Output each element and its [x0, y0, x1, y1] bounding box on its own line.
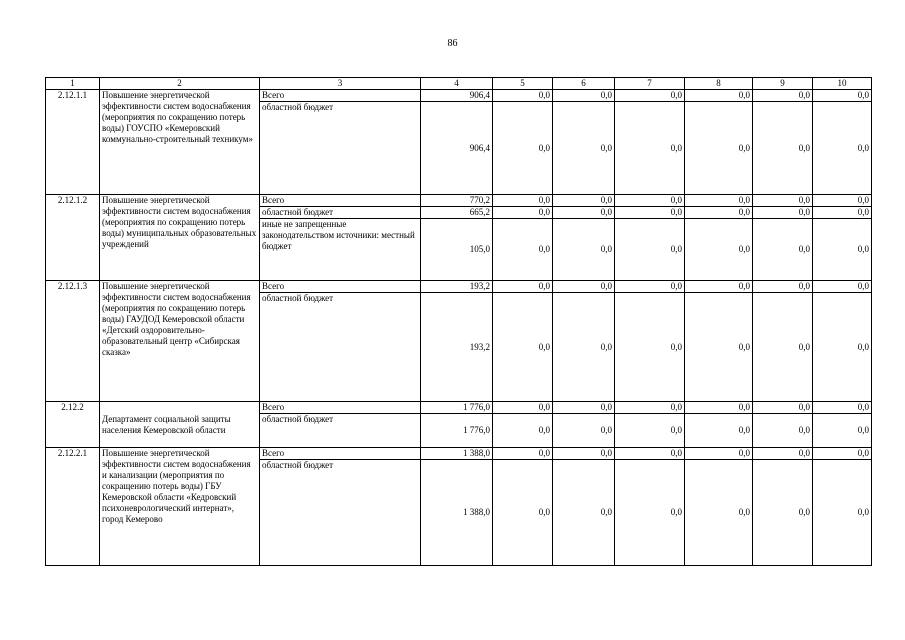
value-cell-col-7: 0,0 — [615, 195, 685, 207]
row-code: 2.12.1.2 — [46, 195, 100, 281]
row-name: Повышение энергетической эффективности систем водоснабжения (мероприятия по сокращению потерь воды) муниципальных образовательных учреждений — [100, 195, 260, 281]
funding-source: Всего — [260, 281, 421, 293]
value-cell-col-9: 0,0 — [753, 281, 813, 293]
value-cell-col-4: 906,4 — [421, 102, 493, 195]
value-cell-col-6: 0,0 — [553, 195, 615, 207]
value-cell-col-4: 906,4 — [421, 90, 493, 102]
value-cell-col-9: 0,0 — [753, 207, 813, 219]
value-cell-col-7: 0,0 — [615, 460, 685, 566]
value-cell-col-5: 0,0 — [493, 195, 553, 207]
row-code: 2.12.1.3 — [46, 281, 100, 402]
value-cell-col-5: 0,0 — [493, 293, 553, 402]
table-row — [46, 402, 872, 414]
value-cell-col-10: 0,0 — [813, 402, 872, 414]
value-cell-col-9: 0,0 — [753, 102, 813, 195]
value-cell-col-7: 0,0 — [615, 219, 685, 281]
header-col-7: 7 — [615, 78, 685, 90]
value-cell-col-6: 0,0 — [553, 448, 615, 460]
value-cell-col-7: 0,0 — [615, 402, 685, 414]
value-cell-col-8: 0,0 — [685, 460, 753, 566]
header-col-5: 5 — [493, 78, 553, 90]
value-cell-col-8: 0,0 — [685, 293, 753, 402]
funding-source: областной бюджет — [260, 293, 421, 402]
value-cell-col-4: 193,2 — [421, 281, 493, 293]
value-cell-col-6: 0,0 — [553, 102, 615, 195]
value-cell-col-10: 0,0 — [813, 195, 872, 207]
value-cell-col-8: 0,0 — [685, 195, 753, 207]
value-cell-col-6: 0,0 — [553, 219, 615, 281]
table-row — [46, 90, 872, 102]
value-cell-col-7: 0,0 — [615, 293, 685, 402]
value-cell-col-7: 0,0 — [615, 414, 685, 448]
header-col-1: 1 — [46, 78, 100, 90]
table-row — [46, 448, 872, 460]
header-col-10: 10 — [813, 78, 872, 90]
value-cell-col-4: 1 776,0 — [421, 402, 493, 414]
value-cell-col-4: 193,2 — [421, 293, 493, 402]
value-cell-col-10: 0,0 — [813, 460, 872, 566]
value-cell-col-7: 0,0 — [615, 90, 685, 102]
value-cell-col-4: 1 388,0 — [421, 460, 493, 566]
value-cell-col-5: 0,0 — [493, 219, 553, 281]
value-cell-col-6: 0,0 — [553, 293, 615, 402]
value-cell-col-5: 0,0 — [493, 90, 553, 102]
value-cell-col-10: 0,0 — [813, 448, 872, 460]
value-cell-col-8: 0,0 — [685, 102, 753, 195]
value-cell-col-7: 0,0 — [615, 207, 685, 219]
value-cell-col-10: 0,0 — [813, 207, 872, 219]
funding-source: областной бюджет — [260, 460, 421, 566]
value-cell-col-5: 0,0 — [493, 448, 553, 460]
funding-source: областной бюджет — [260, 414, 421, 448]
funding-source: иные не запрещенные законодательством источники: местный бюджет — [260, 219, 421, 281]
funding-source: Всего — [260, 402, 421, 414]
value-cell-col-10: 0,0 — [813, 414, 872, 448]
value-cell-col-9: 0,0 — [753, 402, 813, 414]
header-row — [46, 78, 872, 90]
value-cell-col-10: 0,0 — [813, 90, 872, 102]
funding-source: областной бюджет — [260, 102, 421, 195]
table-body — [46, 90, 872, 566]
value-cell-col-6: 0,0 — [553, 90, 615, 102]
value-cell-col-6: 0,0 — [553, 460, 615, 566]
funding-source: Всего — [260, 90, 421, 102]
header-col-3: 3 — [260, 78, 421, 90]
row-name: Повышение энергетической эффективности систем водоснабжения (мероприятия по сокращению потерь воды) ГОУСПО «Кемеровский коммунально-строительный техникум» — [100, 90, 260, 195]
value-cell-col-7: 0,0 — [615, 102, 685, 195]
value-cell-col-9: 0,0 — [753, 293, 813, 402]
row-name: Повышение энергетической эффективности систем водоснабжения и канализации (мероприятия по сокращению потерь воды) ГБУ Кемеровской области «Кедровский психоневрологический интернат», город Кемерово — [100, 448, 260, 566]
row-code: 2.12.1.1 — [46, 90, 100, 195]
table-row — [46, 281, 872, 293]
value-cell-col-10: 0,0 — [813, 102, 872, 195]
value-cell-col-8: 0,0 — [685, 402, 753, 414]
value-cell-col-8: 0,0 — [685, 219, 753, 281]
value-cell-col-9: 0,0 — [753, 448, 813, 460]
value-cell-col-10: 0,0 — [813, 293, 872, 402]
header-col-6: 6 — [553, 78, 615, 90]
value-cell-col-7: 0,0 — [615, 281, 685, 293]
value-cell-col-10: 0,0 — [813, 219, 872, 281]
value-cell-col-8: 0,0 — [685, 448, 753, 460]
value-cell-col-6: 0,0 — [553, 414, 615, 448]
header-col-2: 2 — [100, 78, 260, 90]
value-cell-col-6: 0,0 — [553, 207, 615, 219]
value-cell-col-10: 0,0 — [813, 281, 872, 293]
value-cell-col-5: 0,0 — [493, 281, 553, 293]
value-cell-col-7: 0,0 — [615, 448, 685, 460]
funding-source: Всего — [260, 195, 421, 207]
value-cell-col-4: 105,0 — [421, 219, 493, 281]
value-cell-col-9: 0,0 — [753, 90, 813, 102]
value-cell-col-8: 0,0 — [685, 414, 753, 448]
header-col-4: 4 — [421, 78, 493, 90]
table-row — [46, 195, 872, 207]
budget-table — [45, 77, 872, 566]
funding-source: Всего — [260, 448, 421, 460]
page-number: 86 — [447, 38, 458, 49]
value-cell-col-6: 0,0 — [553, 402, 615, 414]
row-name: Департамент социальной защиты населения Кемеровской области — [100, 402, 260, 448]
header-col-9: 9 — [753, 78, 813, 90]
value-cell-col-8: 0,0 — [685, 281, 753, 293]
value-cell-col-8: 0,0 — [685, 90, 753, 102]
funding-source: областной бюджет — [260, 207, 421, 219]
value-cell-col-5: 0,0 — [493, 207, 553, 219]
value-cell-col-6: 0,0 — [553, 281, 615, 293]
value-cell-col-5: 0,0 — [493, 402, 553, 414]
value-cell-col-9: 0,0 — [753, 219, 813, 281]
value-cell-col-5: 0,0 — [493, 460, 553, 566]
value-cell-col-9: 0,0 — [753, 460, 813, 566]
value-cell-col-9: 0,0 — [753, 414, 813, 448]
value-cell-col-9: 0,0 — [753, 195, 813, 207]
row-code: 2.12.2 — [46, 402, 100, 448]
row-code: 2.12.2.1 — [46, 448, 100, 566]
value-cell-col-4: 770,2 — [421, 195, 493, 207]
value-cell-col-4: 665,2 — [421, 207, 493, 219]
value-cell-col-4: 1 388,0 — [421, 448, 493, 460]
header-col-8: 8 — [685, 78, 753, 90]
value-cell-col-8: 0,0 — [685, 207, 753, 219]
value-cell-col-4: 1 776,0 — [421, 414, 493, 448]
row-name: Повышение энергетической эффективности систем водоснабжения (мероприятия по сокращению потерь воды) ГАУДОД Кемеровской области «Детский оздоровительно-образовательный центр «Сибирская сказка» — [100, 281, 260, 402]
value-cell-col-5: 0,0 — [493, 102, 553, 195]
value-cell-col-5: 0,0 — [493, 414, 553, 448]
